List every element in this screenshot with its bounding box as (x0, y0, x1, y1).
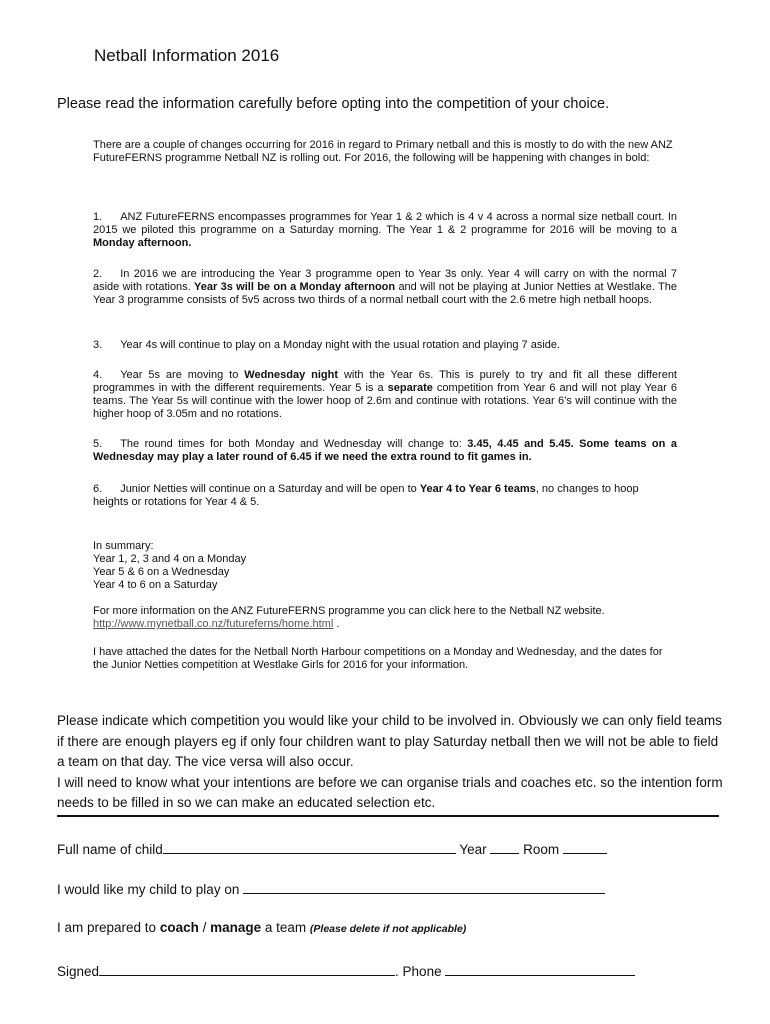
year-label: Year (459, 842, 487, 857)
phone-label: . Phone (395, 964, 442, 979)
more-info-after: . (336, 618, 340, 630)
intro-paragraph: There are a couple of changes occurring for 2016 in regard to Primary netball and this is mostly to do with the new ANZ FutureFERNS programme Netball NZ is rolling out. For 2016, the following will be happening with changes in bold: (93, 139, 673, 164)
item-bold-text: Wednesday night (244, 369, 339, 381)
item-bold-text: Year 3s will be on a Monday afternoon (194, 281, 396, 293)
summary-line: Year 4 to 6 on a Saturday (93, 579, 218, 591)
play-label: I would like my child to play on (57, 882, 240, 897)
item-text: and will not be playing at Junior Netties at Westlake. The Year 3 programme consists of 5v5 across two thirds of a normal netball court with the 2.6 metre high netball hoops. (93, 281, 677, 306)
item-text: with the Year 6s. This is purely to try and fit all these different programmes in with the different requirements. Year 5 is a (93, 369, 677, 394)
divider (57, 815, 719, 817)
instructions-block (57, 711, 727, 814)
list-item-2 (93, 268, 677, 307)
summary-block (93, 540, 677, 592)
slash: / (198, 920, 211, 935)
item-text: Year 4s will continue to play on a Monday night with the usual rotation and playing 7 aside. (120, 339, 561, 351)
summary-heading: In summary: (93, 540, 154, 552)
form-row-play (57, 880, 605, 897)
coach-note: (Please delete if not applicable) (309, 923, 467, 935)
more-info-paragraph (93, 605, 677, 631)
list-item-4 (93, 369, 677, 421)
summary-line: Year 1, 2, 3 and 4 on a Monday (93, 553, 247, 565)
item-text: Year 5s are moving to (120, 369, 245, 381)
item-number: 5. (93, 438, 103, 450)
item-text: In 2016 we are introducing the Year 3 programme open to Year 3s only. Year 4 will carry on with the normal 7 aside with rotations. (93, 268, 677, 293)
item-text: The round times for both Monday and Wednesday will change to: (120, 438, 468, 450)
manage-option[interactable]: manage (210, 920, 262, 935)
document-title: Netball Information 2016 (94, 46, 280, 65)
intro-line: Please read the information carefully before opting into the competition of your choice. (57, 96, 610, 112)
item-text: Junior Netties will continue on a Saturday and will be open to (120, 483, 420, 495)
phone-field[interactable] (445, 962, 635, 976)
room-label: Room (523, 842, 560, 857)
summary-line: Year 5 & 6 on a Wednesday (93, 566, 230, 578)
item-number: 3. (93, 339, 103, 351)
item-number: 6. (93, 483, 103, 495)
list-item-3 (93, 339, 677, 352)
form-row-name (57, 840, 607, 857)
futureferns-link[interactable]: http://www.mynetball.co.nz/futureferns/home.html (93, 618, 334, 630)
item-text: competition from Year 6 and will not play Year 6 teams. The Year 5s will continue with the lower hoop of 2.6m and continue with rotations. Year 6’s will continue with the higher hoop of 3.05m and no rotations. (93, 382, 677, 420)
year-field[interactable] (490, 840, 519, 854)
name-field[interactable] (163, 840, 456, 854)
item-bold-text: Monday afternoon. (93, 237, 192, 249)
coach-prefix: I am prepared to (57, 920, 160, 935)
room-field[interactable] (563, 840, 607, 854)
item-bold-text: separate (387, 382, 433, 394)
form-row-signed (57, 962, 635, 979)
list-item-6 (93, 483, 677, 509)
item-number: 1. (93, 211, 103, 223)
name-label: Full name of child (57, 842, 163, 857)
item-number: 2. (93, 268, 103, 280)
instructions-paragraph: Please indicate which competition you would like your child to be involved in. Obviously we can only field teams if there are enough players eg if only four children want to play Saturday netball then we will not be able to field a team on that day. The vice versa will also occur. (57, 713, 722, 769)
signed-label: Signed (57, 964, 100, 979)
list-item-1 (93, 211, 677, 250)
item-text: ANZ FutureFERNS encompasses programmes for Year 1 & 2 which is 4 v 4 across a normal size netball court. In 2015 we piloted this programme on a Saturday morning. The Year 1 & 2 programme for 2016 will be moving to a (93, 211, 677, 236)
more-info-text: For more information on the ANZ FutureFERNS programme you can click here to the Netball NZ website. (93, 605, 605, 617)
item-text: , no changes to hoop heights or rotations for Year 4 & 5. (93, 483, 639, 508)
signature-field[interactable] (99, 962, 395, 976)
attached-paragraph: I have attached the dates for the Netball North Harbour competitions on a Monday and Wednesday, and the dates for the Junior Netties competition at Westlake Girls for 2016 for your information. (93, 646, 663, 671)
coach-suffix: a team (261, 920, 310, 935)
item-bold-text: 3.45, 4.45 and 5.45. Some teams on a Wednesday may play a later round of 6.45 if we need the extra round to fit games in. (93, 438, 677, 463)
form-row-coach (57, 920, 466, 935)
list-item-5 (93, 438, 677, 464)
coach-option[interactable]: coach (159, 920, 199, 935)
instructions-paragraph: I will need to know what your intentions are before we can organise trials and coaches etc. so the intention form needs to be filled in so we can make an educated selection etc. (57, 774, 723, 810)
item-bold-text: Year 4 to Year 6 teams (419, 483, 536, 495)
play-field[interactable] (243, 880, 605, 894)
item-number: 4. (93, 369, 103, 381)
